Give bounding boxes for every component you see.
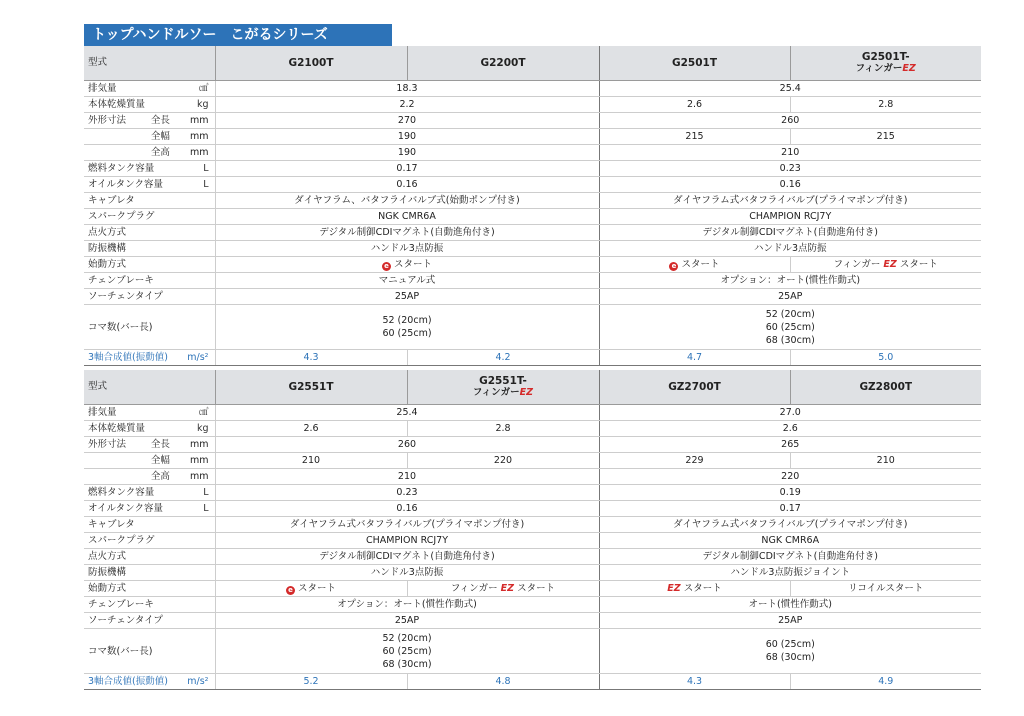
model-label: 型式 bbox=[84, 370, 215, 405]
cell: デジタル制御CDIマグネト(自動進角付き) bbox=[215, 549, 599, 565]
row-oil-tank bbox=[84, 501, 981, 517]
cell: 0.16 bbox=[599, 177, 981, 193]
row-label: 外形寸法 bbox=[88, 114, 127, 126]
row-fuel-tank bbox=[84, 485, 981, 501]
cell: 25.4 bbox=[215, 405, 599, 421]
cell: 52 (20cm) 60 (25cm) 68 (30cm) bbox=[599, 305, 981, 350]
cell: 27.0 bbox=[599, 405, 981, 421]
table-header-row bbox=[84, 370, 981, 405]
unit-label: L bbox=[203, 486, 209, 498]
cell: 25AP bbox=[215, 289, 599, 305]
cell: 25AP bbox=[599, 613, 981, 629]
cell: オート(慣性作動式) bbox=[599, 597, 981, 613]
model-name: G2501T bbox=[599, 46, 790, 81]
cell: 0.23 bbox=[599, 161, 981, 177]
ez-logo: EZ bbox=[519, 387, 534, 398]
row-chain-type bbox=[84, 613, 981, 629]
unit-label: mm bbox=[189, 146, 209, 158]
cell: CHAMPION RCJ7Y bbox=[599, 209, 981, 225]
row-vibration bbox=[84, 350, 981, 366]
unit-label: kg bbox=[196, 98, 209, 110]
model-name: G2200T bbox=[407, 46, 599, 81]
cell: 265 bbox=[599, 437, 981, 453]
unit-label: kg bbox=[196, 422, 209, 434]
row-fuel-tank bbox=[84, 161, 981, 177]
row-width bbox=[84, 129, 981, 145]
row-label: キャブレタ bbox=[88, 194, 135, 206]
cell: デジタル制御CDIマグネト(自動進角付き) bbox=[599, 225, 981, 241]
unit-label: L bbox=[203, 178, 209, 190]
row-displacement bbox=[84, 405, 981, 421]
cell: デジタル制御CDIマグネト(自動進角付き) bbox=[599, 549, 981, 565]
cell: 210 bbox=[790, 453, 981, 469]
cell: 0.19 bbox=[599, 485, 981, 501]
row-label: チェンブレーキ bbox=[88, 274, 154, 286]
row-label: 始動方式 bbox=[88, 582, 127, 594]
row-label: 燃料タンク容量 bbox=[88, 162, 155, 174]
unit-label: L bbox=[203, 162, 209, 174]
cell: ハンドル3点防振 bbox=[215, 565, 599, 581]
unit-label: m/s² bbox=[187, 351, 209, 363]
row-starting bbox=[84, 581, 981, 597]
unit-label: mm bbox=[189, 130, 209, 142]
cell: ハンドル3点防振 bbox=[599, 241, 981, 257]
cell: 220 bbox=[407, 453, 599, 469]
cell: 2.8 bbox=[407, 421, 599, 437]
row-vibration bbox=[84, 674, 981, 690]
spec-table-2 bbox=[84, 370, 981, 690]
unit-label: mm bbox=[189, 114, 209, 126]
row-label: チェンブレーキ bbox=[88, 598, 154, 610]
cell: 5.0 bbox=[790, 350, 981, 366]
row-label: 排気量 bbox=[88, 406, 117, 418]
row-anti-vibration bbox=[84, 241, 981, 257]
cell: 4.9 bbox=[790, 674, 981, 690]
unit-label: ㎤ bbox=[198, 82, 209, 94]
row-label: 本体乾燥質量 bbox=[88, 422, 146, 434]
cell: リコイルスタート bbox=[790, 581, 981, 597]
sub-label: 全高 bbox=[150, 146, 170, 158]
cell: ハンドル3点防振ジョイント bbox=[599, 565, 981, 581]
cell: 60 (25cm) 68 (30cm) bbox=[599, 629, 981, 674]
model-name: GZ2800T bbox=[790, 370, 981, 405]
row-label: 始動方式 bbox=[88, 258, 127, 270]
row-label: キャブレタ bbox=[88, 518, 135, 530]
row-height bbox=[84, 469, 981, 485]
sub-label: 全長 bbox=[150, 438, 170, 450]
cell: e スタート bbox=[215, 581, 407, 597]
row-label: ソーチェンタイプ bbox=[88, 614, 163, 626]
cell: 0.23 bbox=[215, 485, 599, 501]
cell: 25AP bbox=[215, 613, 599, 629]
sub-label: 全長 bbox=[150, 114, 170, 126]
row-spark-plug bbox=[84, 533, 981, 549]
row-anti-vibration bbox=[84, 565, 981, 581]
cell: ダイヤフラム式バタフライバルブ(プライマポンプ付き) bbox=[599, 517, 981, 533]
sub-label: 全幅 bbox=[150, 130, 170, 142]
model-name: G2551T bbox=[215, 370, 407, 405]
row-width bbox=[84, 453, 981, 469]
row-dry-weight bbox=[84, 97, 981, 113]
row-chain-type bbox=[84, 289, 981, 305]
cell: 260 bbox=[215, 437, 599, 453]
row-label: 点火方式 bbox=[88, 226, 127, 238]
row-label: 3軸合成値(振動値) bbox=[88, 351, 168, 363]
row-label: 外形寸法 bbox=[88, 438, 127, 450]
cell: 52 (20cm) 60 (25cm) bbox=[215, 305, 599, 350]
e-start-icon: e bbox=[669, 262, 678, 271]
cell: オプション：オート(慣性作動式) bbox=[599, 273, 981, 289]
cell: EZ スタート bbox=[599, 581, 790, 597]
cell: 210 bbox=[215, 453, 407, 469]
cell: 18.3 bbox=[215, 81, 599, 97]
model-name-finger bbox=[790, 46, 981, 81]
row-label: スパークプラグ bbox=[88, 534, 155, 546]
table-header-row bbox=[84, 46, 981, 81]
cell: 2.6 bbox=[599, 421, 981, 437]
row-carburetor bbox=[84, 193, 981, 209]
cell: 4.3 bbox=[599, 674, 790, 690]
row-label: コマ数(バー長) bbox=[88, 645, 153, 657]
page-title: トップハンドルソー こがるシリーズ bbox=[84, 24, 392, 46]
cell: NGK CMR6A bbox=[215, 209, 599, 225]
row-label: 3軸合成値(振動値) bbox=[88, 675, 168, 687]
model-name: G2100T bbox=[215, 46, 407, 81]
row-label: 防振機構 bbox=[88, 566, 127, 578]
cell: 190 bbox=[215, 145, 599, 161]
row-ignition bbox=[84, 225, 981, 241]
cell: ダイヤフラム式バタフライバルブ(プライマポンプ付き) bbox=[599, 193, 981, 209]
row-label: オイルタンク容量 bbox=[88, 502, 163, 514]
cell: 190 bbox=[215, 129, 599, 145]
model-name-line2: フィンガーEZ bbox=[472, 387, 534, 398]
cell: 4.7 bbox=[599, 350, 790, 366]
row-drive-links bbox=[84, 305, 981, 350]
cell: CHAMPION RCJ7Y bbox=[215, 533, 599, 549]
model-name-line2: フィンガーEZ bbox=[855, 63, 916, 74]
cell: 0.16 bbox=[215, 177, 599, 193]
cell: 210 bbox=[599, 145, 981, 161]
e-start-icon: e bbox=[382, 262, 391, 271]
row-displacement bbox=[84, 81, 981, 97]
row-label: オイルタンク容量 bbox=[88, 178, 163, 190]
cell: 2.2 bbox=[215, 97, 599, 113]
cell: 25AP bbox=[599, 289, 981, 305]
cell: 2.6 bbox=[215, 421, 407, 437]
unit-label: mm bbox=[189, 470, 209, 482]
sub-label: 全高 bbox=[150, 470, 170, 482]
cell: ダイヤフラム式バタフライバルブ(プライマポンプ付き) bbox=[215, 517, 599, 533]
cell: 2.6 bbox=[599, 97, 790, 113]
row-label: 燃料タンク容量 bbox=[88, 486, 155, 498]
model-name-finger bbox=[407, 370, 599, 405]
unit-label: mm bbox=[189, 438, 209, 450]
model-name: G2551T- bbox=[479, 375, 527, 387]
cell: e スタート bbox=[599, 257, 790, 273]
e-start-icon: e bbox=[286, 586, 295, 595]
row-oil-tank bbox=[84, 177, 981, 193]
cell: 52 (20cm) 60 (25cm) 68 (30cm) bbox=[215, 629, 599, 674]
unit-label: L bbox=[203, 502, 209, 514]
row-chain-brake bbox=[84, 273, 981, 289]
cell: 4.8 bbox=[407, 674, 599, 690]
row-drive-links bbox=[84, 629, 981, 674]
row-ignition bbox=[84, 549, 981, 565]
cell: 25.4 bbox=[599, 81, 981, 97]
cell: オプション：オート(慣性作動式) bbox=[215, 597, 599, 613]
ez-logo: EZ bbox=[500, 582, 515, 594]
row-label: 防振機構 bbox=[88, 242, 127, 254]
model-label: 型式 bbox=[84, 46, 215, 81]
sub-label: 全幅 bbox=[150, 454, 170, 466]
cell: フィンガー EZ スタート bbox=[790, 257, 981, 273]
row-label: ソーチェンタイプ bbox=[88, 290, 163, 302]
row-length bbox=[84, 113, 981, 129]
row-height bbox=[84, 145, 981, 161]
cell: 5.2 bbox=[215, 674, 407, 690]
row-label: スパークプラグ bbox=[88, 210, 155, 222]
cell: 215 bbox=[790, 129, 981, 145]
row-carburetor bbox=[84, 517, 981, 533]
cell: 229 bbox=[599, 453, 790, 469]
cell: デジタル制御CDIマグネト(自動進角付き) bbox=[215, 225, 599, 241]
cell: 0.16 bbox=[215, 501, 599, 517]
cell: フィンガー EZ スタート bbox=[407, 581, 599, 597]
unit-label: mm bbox=[189, 454, 209, 466]
model-name: GZ2700T bbox=[599, 370, 790, 405]
cell: NGK CMR6A bbox=[599, 533, 981, 549]
unit-label: ㎤ bbox=[198, 406, 209, 418]
ez-logo: EZ bbox=[667, 582, 681, 594]
ez-logo: EZ bbox=[902, 63, 916, 74]
cell: マニュアル式 bbox=[215, 273, 599, 289]
spec-table-1 bbox=[84, 46, 981, 366]
row-label: 点火方式 bbox=[88, 550, 127, 562]
model-name: G2501T- bbox=[861, 51, 910, 63]
cell: 220 bbox=[599, 469, 981, 485]
cell: ハンドル3点防振 bbox=[215, 241, 599, 257]
cell: 0.17 bbox=[215, 161, 599, 177]
row-starting bbox=[84, 257, 981, 273]
row-length bbox=[84, 437, 981, 453]
cell: 215 bbox=[599, 129, 790, 145]
row-dry-weight bbox=[84, 421, 981, 437]
unit-label: m/s² bbox=[187, 675, 209, 687]
row-chain-brake bbox=[84, 597, 981, 613]
row-label: 排気量 bbox=[88, 82, 117, 94]
cell: 4.2 bbox=[407, 350, 599, 366]
row-label: コマ数(バー長) bbox=[88, 321, 153, 333]
cell: 270 bbox=[215, 113, 599, 129]
cell: ダイヤフラム、バタフライバルブ式(始動ポンプ付き) bbox=[215, 193, 599, 209]
cell: 260 bbox=[599, 113, 981, 129]
cell: 2.8 bbox=[790, 97, 981, 113]
cell: 4.3 bbox=[215, 350, 407, 366]
cell: e スタート bbox=[215, 257, 599, 273]
row-label: 本体乾燥質量 bbox=[88, 98, 146, 110]
row-spark-plug bbox=[84, 209, 981, 225]
cell: 0.17 bbox=[599, 501, 981, 517]
cell: 210 bbox=[215, 469, 599, 485]
ez-logo: EZ bbox=[883, 258, 897, 270]
